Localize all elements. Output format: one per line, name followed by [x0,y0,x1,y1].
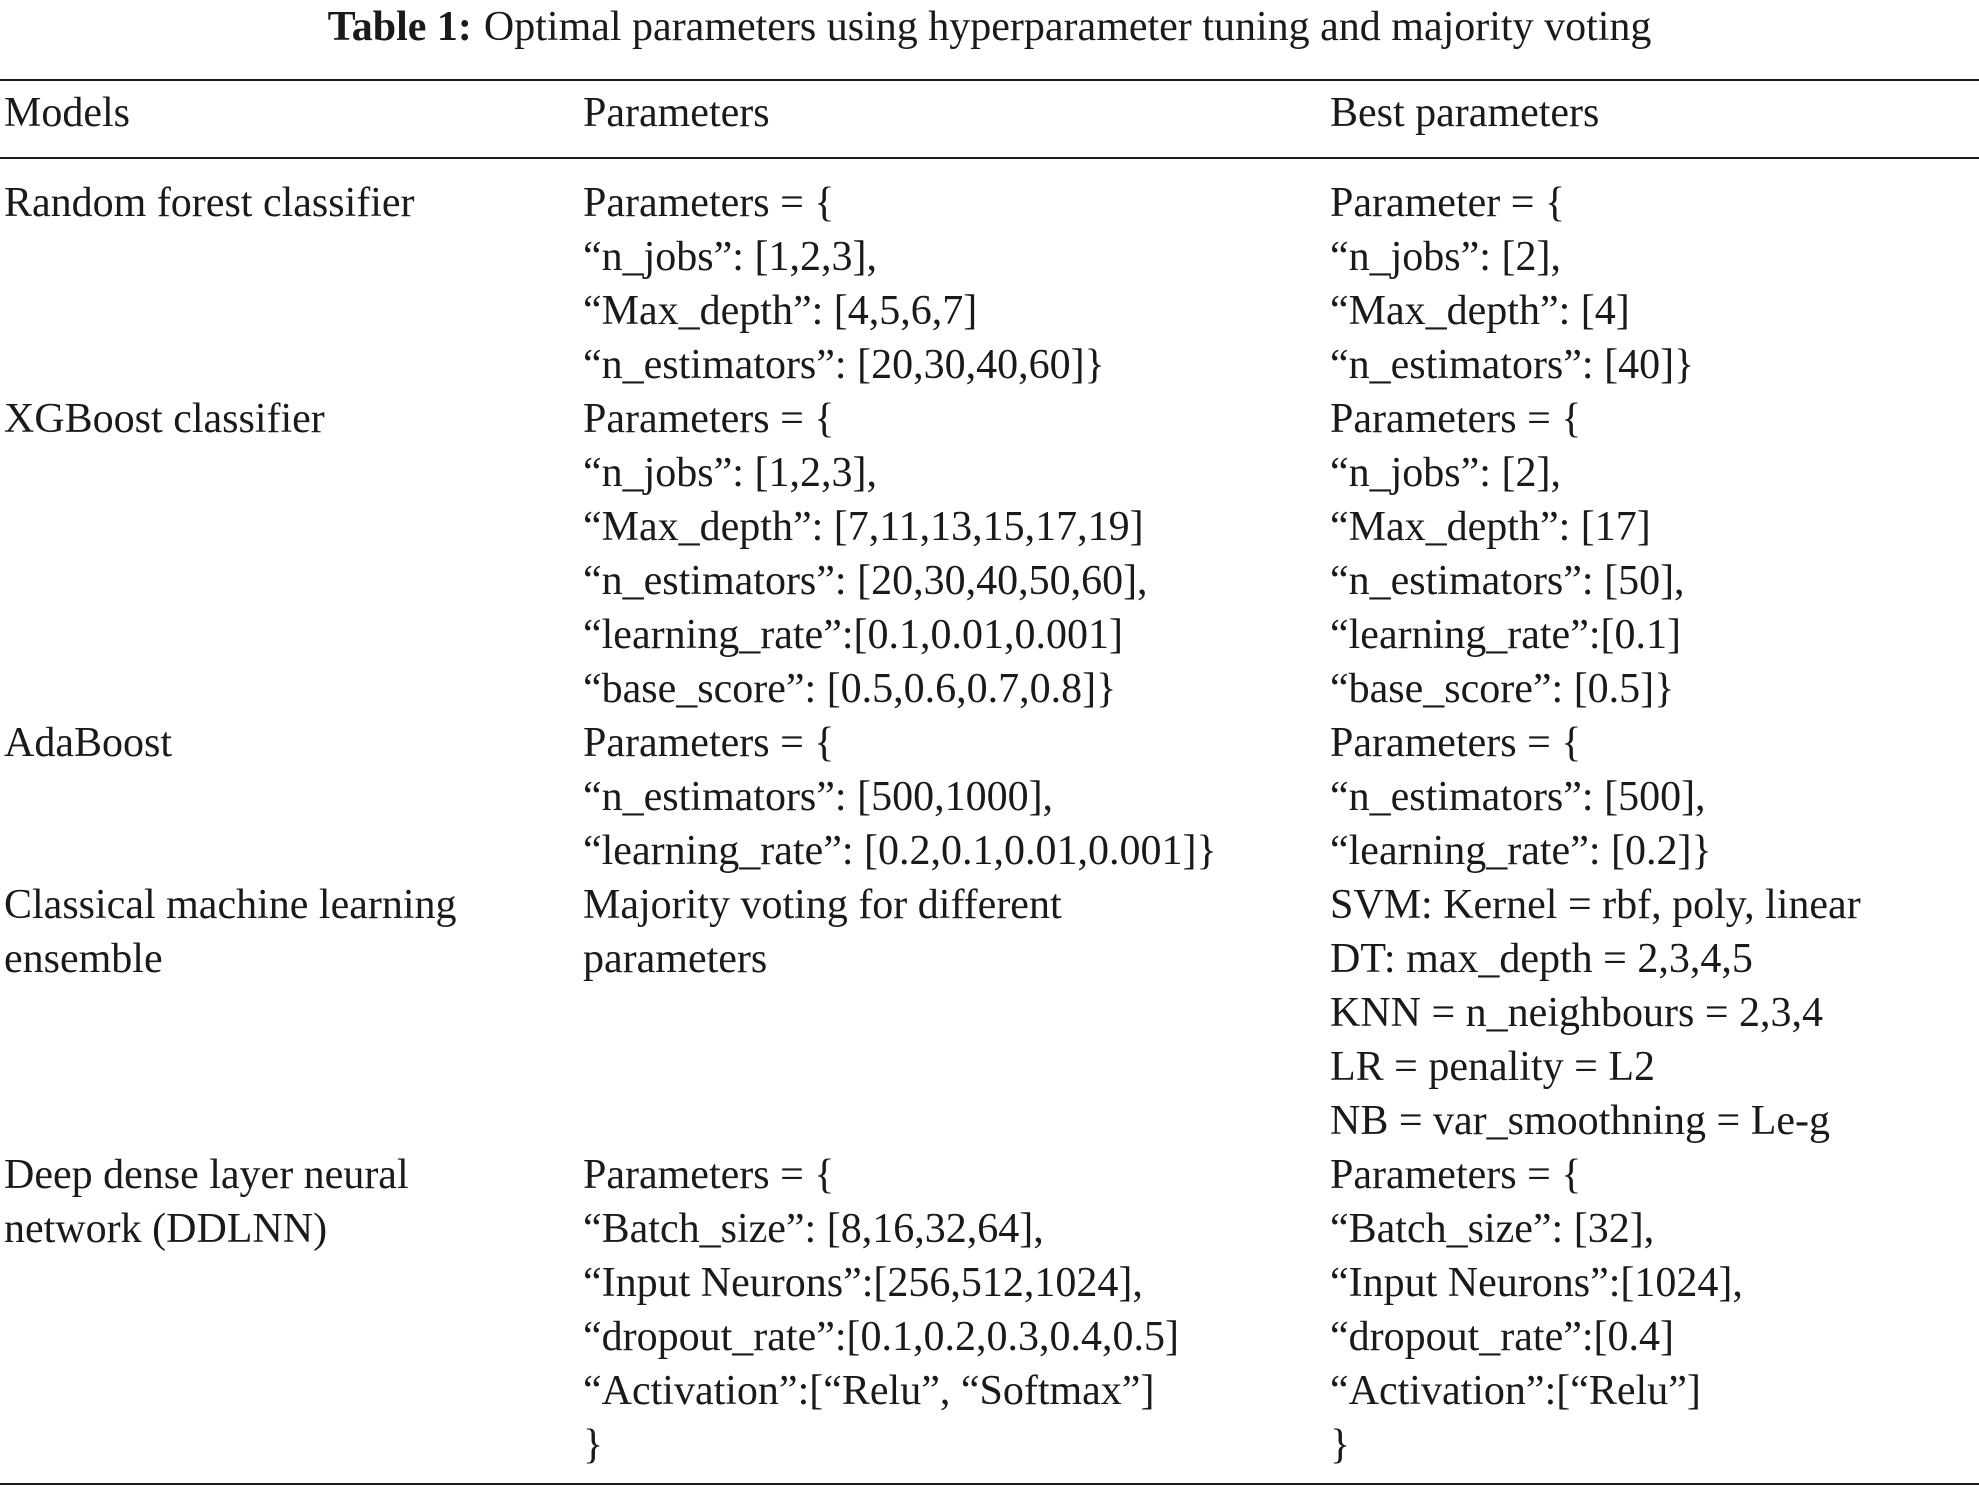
table-top-rule [0,79,1979,81]
table-caption [0,2,1979,52]
cell-line: “learning_rate”:[0.1] [1330,612,1681,658]
model-cell [4,878,457,986]
cell-line: “n_jobs”: [2], [1330,234,1561,280]
cell-line: “n_estimators”: [20,30,40,60]} [583,342,1105,388]
cell-line: “Activation”:[“Relu”] [1330,1368,1701,1414]
cell-line: “Max_depth”: [4,5,6,7] [583,288,978,334]
table-caption-text: Optimal parameters using hyperparameter tuning and majority voting [483,4,1652,50]
table-header-rule [0,157,1979,159]
cell-line: SVM: Kernel = rbf, poly, linear [1330,882,1861,928]
cell-line: AdaBoost [4,720,172,766]
best-parameters-cell [1330,1148,1743,1472]
cell-line: “n_estimators”: [500,1000], [583,774,1054,820]
header-best-parameters: Best parameters [1330,90,1600,136]
parameters-cell [583,878,1062,986]
cell-line: “n_estimators”: [500], [1330,774,1706,820]
cell-line: “Batch_size”: [8,16,32,64], [583,1206,1044,1252]
best-parameters-cell [1330,878,1861,1148]
cell-line: “Max_depth”: [4] [1330,288,1630,334]
cell-line: Classical machine learning [4,882,457,928]
parameters-cell [583,176,1105,392]
best-parameters-cell [1330,716,1712,878]
cell-line: “n_jobs”: [1,2,3], [583,234,877,280]
cell-line: Parameters = { [583,720,835,766]
table-caption-label: Table 1: [327,4,472,50]
parameters-cell [583,716,1217,878]
model-cell [4,176,415,230]
best-parameters-cell [1330,176,1694,392]
cell-line: “base_score”: [0.5]} [1330,666,1675,712]
cell-line: Random forest classifier [4,180,415,226]
cell-line: Parameters = { [1330,396,1582,442]
cell-line: “Max_depth”: [7,11,13,15,17,19] [583,504,1144,550]
cell-line: Parameters = { [583,396,835,442]
cell-line: “n_jobs”: [2], [1330,450,1561,496]
cell-line: network (DDLNN) [4,1206,328,1252]
cell-line: Majority voting for different [583,882,1062,928]
cell-line: “n_jobs”: [1,2,3], [583,450,877,496]
parameters-cell [583,392,1148,716]
table-row [0,392,1979,716]
cell-line: DT: max_depth = 2,3,4,5 [1330,936,1753,982]
cell-line: XGBoost classifier [4,396,325,442]
cell-line: Parameters = { [1330,720,1582,766]
cell-line: KNN = n_neighbours = 2,3,4 [1330,990,1824,1036]
cell-line: Parameters = { [1330,1152,1582,1198]
cell-line: “base_score”: [0.5,0.6,0.7,0.8]} [583,666,1117,712]
table-row [0,716,1979,878]
cell-line: “Max_depth”: [17] [1330,504,1651,550]
cell-line: “dropout_rate”:[0.4] [1330,1314,1675,1360]
table-row [0,878,1979,1148]
cell-line: “Input Neurons”:[1024], [1330,1260,1743,1306]
cell-line: ensemble [4,936,163,982]
cell-line: “learning_rate”: [0.2]} [1330,828,1712,874]
cell-line: “Batch_size”: [32], [1330,1206,1655,1252]
table-body [0,176,1979,1472]
cell-line: Deep dense layer neural [4,1152,409,1198]
cell-line: “dropout_rate”:[0.1,0.2,0.3,0.4,0.5] [583,1314,1180,1360]
cell-line: “n_estimators”: [40]} [1330,342,1695,388]
table-row [0,1148,1979,1472]
table-header-row [0,88,1979,148]
table-row [0,176,1979,392]
parameters-cell [583,1148,1179,1472]
model-cell [4,716,172,770]
cell-line: “Activation”:[“Relu”, “Softmax”] [583,1368,1155,1414]
table-bottom-rule [0,1483,1979,1485]
header-models: Models [4,90,130,136]
cell-line: LR = penality = L2 [1330,1044,1655,1090]
cell-line: parameters [583,936,768,982]
cell-line: “n_estimators”: [50], [1330,558,1685,604]
cell-line: Parameters = { [583,1152,835,1198]
cell-line: “learning_rate”:[0.1,0.01,0.001] [583,612,1123,658]
cell-line: “Input Neurons”:[256,512,1024], [583,1260,1143,1306]
header-parameters: Parameters [583,90,770,136]
cell-line: “n_estimators”: [20,30,40,50,60], [583,558,1148,604]
cell-line: Parameters = { [583,180,835,226]
cell-line: Parameter = { [1330,180,1566,226]
best-parameters-cell [1330,392,1685,716]
cell-line: NB = var_smoothning = Le-g [1330,1098,1830,1144]
cell-line: “learning_rate”: [0.2,0.1,0.01,0.001]} [583,828,1217,874]
model-cell [4,392,325,446]
cell-line: } [583,1422,604,1468]
cell-line: } [1330,1422,1351,1468]
model-cell [4,1148,409,1256]
